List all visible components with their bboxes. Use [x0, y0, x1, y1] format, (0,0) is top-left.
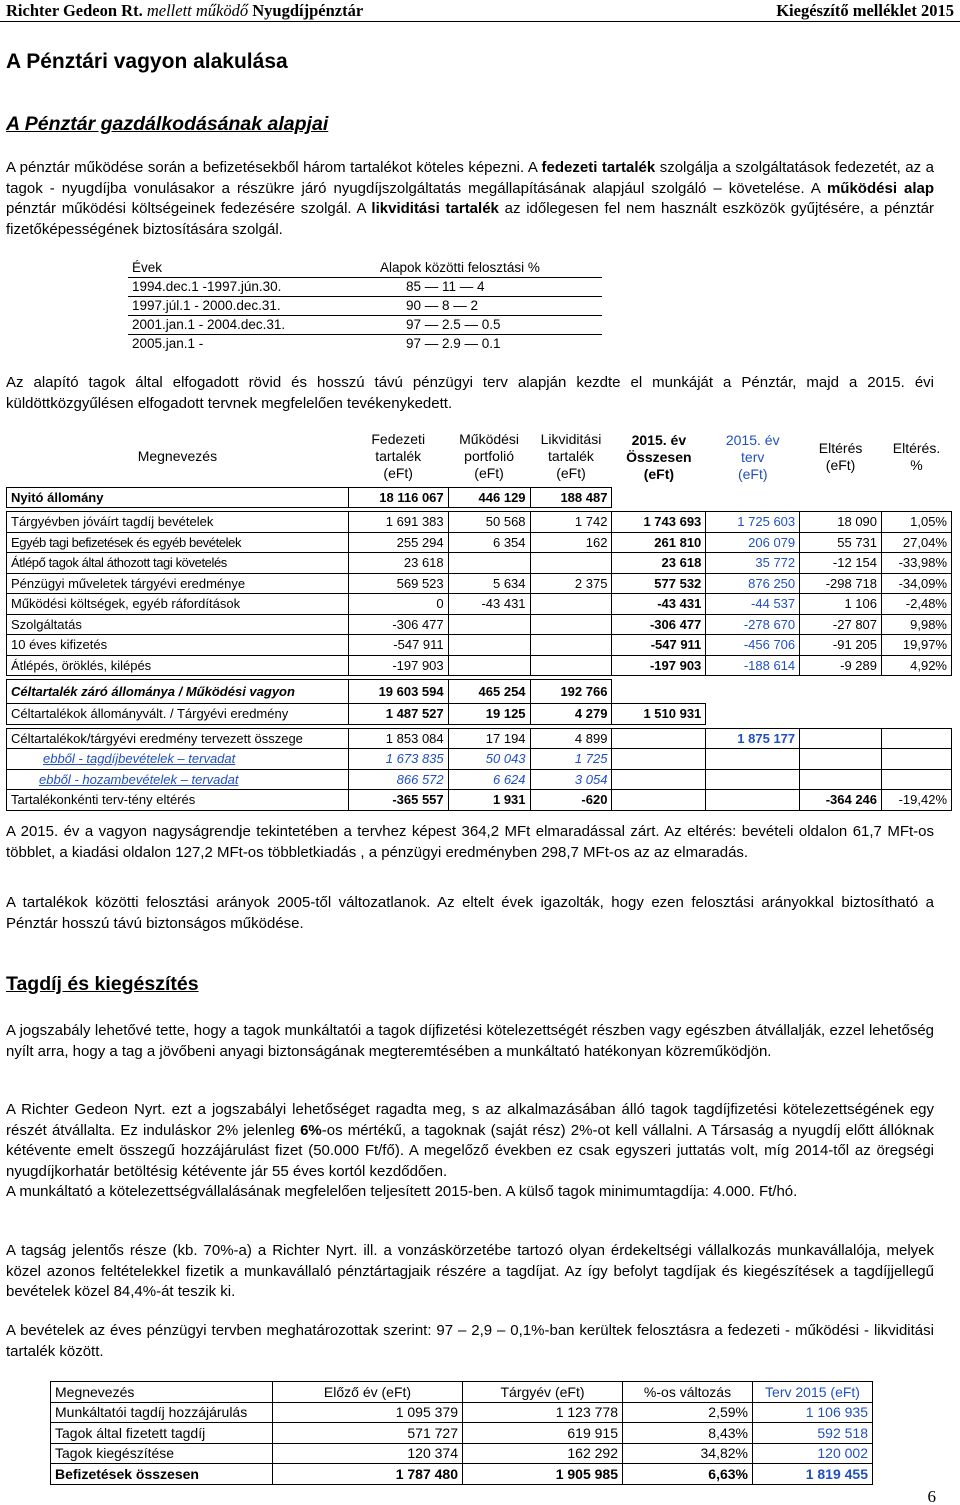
table-row — [51, 1402, 873, 1423]
allocation-years: 1994.dec.1 -1997.jún.30. — [128, 277, 376, 296]
row-label: ebből - tagdíjbevételek – tervadat — [7, 749, 349, 770]
cell-elteres-pct: 1,05% — [882, 512, 952, 533]
cell-fedezeti: -306 477 — [348, 614, 448, 635]
allocation-split: 97 — 2.9 — 0.1 — [406, 336, 501, 352]
cell-likviditasi: 2 375 — [530, 573, 612, 594]
empty-cell — [800, 749, 882, 770]
cell-terv: 876 250 — [706, 573, 800, 594]
cell-osszesen: -197 903 — [612, 655, 706, 676]
cell-mukodesi: 465 254 — [448, 680, 530, 704]
cell-fedezeti: 866 572 — [348, 769, 448, 790]
cell-likviditasi: 4 899 — [530, 728, 612, 749]
row-label: Átlépő tagok által áthozott tagi követelés — [7, 553, 349, 574]
revenue-header-row — [51, 1382, 873, 1403]
cell-likviditasi — [530, 553, 612, 574]
cell-fedezeti: 255 294 — [348, 532, 448, 553]
rev-cell-name: Tagok kiegészítése — [51, 1443, 273, 1464]
empty-cell — [882, 769, 952, 790]
change-row — [7, 704, 952, 725]
cell-likviditasi: 1 725 — [530, 749, 612, 770]
cell-terv: 35 772 — [706, 553, 800, 574]
opening-row — [7, 487, 952, 508]
cell-terv: 1 725 603 — [706, 512, 800, 533]
empty-cell — [706, 769, 800, 790]
cell-elteres-pct: -34,09% — [882, 573, 952, 594]
cell-likviditasi: 4 279 — [530, 704, 612, 725]
cell-terv: -278 670 — [706, 614, 800, 635]
rev-cell-prev: 1 095 379 — [273, 1402, 463, 1423]
rev-cell-cur: 1 123 778 — [463, 1402, 623, 1423]
empty-cell — [612, 487, 706, 508]
richter-paragraph: A Richter Gedeon Nyrt. ezt a jogszabályi lehetőséget ragadta meg, s az alkalmazásában álló tagok tagdíjfizetési kötelezettségének egy részét átvállalta. Ez induláskor 2% jelenleg 6%-os mértékű, a tagoknak (saját rész) 2%-ot kell vállalni. A Társaság a nyugdíj előtt állóknak kétévente emelt összegű hozzájárulást fizet (50.000 Ft/fő). A megelőző években ez csak egyszeri juttatás volt, míg 2014-től az öregségi nyugdíjkorhatár betöltésig kétévente jár 55 éves kortól kezdődően. A munkáltató a kötelezettségvállalásának megfelelően teljesített 2015-ben. A külső tagok minimumtagdíja: 4.000. Ft/hó. — [6, 1101, 934, 1200]
cell-fedezeti: -365 557 — [348, 790, 448, 811]
cell-fedezeti: 19 603 594 — [348, 680, 448, 704]
cell-likviditasi: 3 054 — [530, 769, 612, 790]
cell-terv: -188 614 — [706, 655, 800, 676]
cell-mukodesi: 6 624 — [448, 769, 530, 790]
empty-cell — [612, 749, 706, 770]
cell-elteres: 55 731 — [800, 532, 882, 553]
header-likviditasi: Likviditási tartalék (eFt) — [540, 431, 602, 482]
table-row — [7, 655, 952, 676]
allocation-split: 97 — 2.5 — 0.5 — [376, 315, 602, 334]
rev-header-cur: Tárgyév (eFt) — [463, 1382, 623, 1403]
page-header — [0, 0, 960, 22]
rev-cell-plan: 592 518 — [753, 1423, 873, 1444]
empty-cell — [706, 487, 800, 508]
cell-elteres-pct: -2,48% — [882, 594, 952, 615]
allocation-table — [128, 258, 602, 353]
plan-sub-row-fees — [7, 749, 952, 770]
allocation-paragraph: A tartalékok közötti felosztási arányok 2005-től változatlanok. Az eltelt évek igazolták, hogy ezen felosztási arányokkal biztosítható a Pénztár hosszú távú biztonságos működése. — [6, 894, 934, 932]
allocation-header-row — [128, 258, 602, 277]
allocation-header-split: Alapok közötti felosztási % — [376, 258, 602, 277]
cell-fedezeti: -197 903 — [348, 655, 448, 676]
cell-likviditasi — [530, 594, 612, 615]
row-label: 10 éves kifizetés — [7, 635, 349, 656]
rev-cell-plan: 120 002 — [753, 1443, 873, 1464]
cell-likviditasi: 1 742 — [530, 512, 612, 533]
empty-cell — [800, 704, 882, 725]
cell-mukodesi: 50 043 — [448, 749, 530, 770]
empty-cell — [882, 704, 952, 725]
cell-fedezeti: 1 673 835 — [348, 749, 448, 770]
cell-fedezeti: 1 691 383 — [348, 512, 448, 533]
cell-mukodesi — [448, 614, 530, 635]
row-label: Céltartalékok állományvált. / Tárgyévi eredmény — [7, 704, 349, 725]
cell-fedezeti: 1 853 084 — [348, 728, 448, 749]
cell-likviditasi — [530, 655, 612, 676]
cell-elteres: 1 106 — [800, 594, 882, 615]
rev-cell-name: Befizetések összesen — [51, 1464, 273, 1485]
cell-elteres-pct: -33,98% — [882, 553, 952, 574]
rev-header-plan: Terv 2015 (eFt) — [753, 1382, 873, 1403]
empty-cell — [800, 680, 882, 704]
row-label: Tartalékonkénti terv-tény eltérés — [7, 790, 349, 811]
cell-elteres: -9 289 — [800, 655, 882, 676]
cell-terv: 206 079 — [706, 532, 800, 553]
cell-osszesen: -43 431 — [612, 594, 706, 615]
rev-cell-prev: 1 787 480 — [273, 1464, 463, 1485]
cell-fedezeti: 0 — [348, 594, 448, 615]
cell-likviditasi: -620 — [530, 790, 612, 811]
row-label: ebből - hozambevételek – tervadat — [7, 769, 349, 790]
page-number: 6 — [927, 1487, 936, 1505]
cell-mukodesi — [448, 635, 530, 656]
cell-elteres: -91 205 — [800, 635, 882, 656]
empty-cell — [800, 487, 882, 508]
cell-terv: -456 706 — [706, 635, 800, 656]
allocation-row — [128, 315, 602, 334]
empty-cell — [882, 728, 952, 749]
row-label: Egyéb tagi befizetések és egyéb bevételek — [7, 532, 349, 553]
rev-header-prev: Előző év (eFt) — [273, 1382, 463, 1403]
cell-fedezeti: -547 911 — [348, 635, 448, 656]
row-label: Nyitó állomány — [7, 487, 349, 508]
table-row — [7, 573, 952, 594]
empty-cell — [800, 728, 882, 749]
row-label: Céltartalékok/tárgyévi eredmény tervezett összege — [7, 728, 349, 749]
empty-cell — [612, 728, 706, 749]
rev-header-pct: %-os változás — [623, 1382, 753, 1403]
cell-mukodesi: -43 431 — [448, 594, 530, 615]
row-label: Szolgáltatás — [7, 614, 349, 635]
empty-cell — [882, 487, 952, 508]
page-title: A Pénztári vagyon alakulása — [6, 50, 288, 73]
closing-row — [7, 680, 952, 704]
rev-cell-pct: 6,63% — [623, 1464, 753, 1485]
cell-elteres: 18 090 — [800, 512, 882, 533]
header-elteres-pct: Eltérés. % — [892, 440, 941, 473]
diff-row — [7, 790, 952, 811]
empty-cell — [706, 704, 800, 725]
cell-terv: 1 875 177 — [706, 728, 800, 749]
rev-cell-plan: 1 106 935 — [753, 1402, 873, 1423]
cell-elteres-pct: 19,97% — [882, 635, 952, 656]
plan-sub-row-yield — [7, 769, 952, 790]
empty-cell — [706, 749, 800, 770]
cell-elteres: -12 154 — [800, 553, 882, 574]
cell-likviditasi: 192 766 — [530, 680, 612, 704]
cell-elteres: -298 718 — [800, 573, 882, 594]
rev-cell-pct: 34,82% — [623, 1443, 753, 1464]
cell-terv: -44 537 — [706, 594, 800, 615]
result-paragraph: A 2015. év a vagyon nagyságrendje tekintetében a tervhez képest 364,2 MFt elmaradással zárt. Az eltérés: bevételi oldalon 61,7 MFt-os többlet, a kiadási oldalon 127,2 MFt-os többletkiadás , a pénzügyi eredményben 298,7 MFt-os az az elmaradás. — [6, 823, 934, 861]
empty-cell — [882, 749, 952, 770]
cell-elteres: -27 807 — [800, 614, 882, 635]
cell-fedezeti: 18 116 067 — [348, 487, 448, 508]
rev-cell-name: Tagok által fizetett tagdíj — [51, 1423, 273, 1444]
cell-elteres-pct: 27,04% — [882, 532, 952, 553]
table-row — [7, 532, 952, 553]
row-label: Működési költségek, egyéb ráfordítások — [7, 594, 349, 615]
cell-likviditasi — [530, 635, 612, 656]
header-fund-name: Richter Gedeon Rt. mellett működő Nyugdíjpénztár — [6, 1, 364, 20]
cell-osszesen: 1 743 693 — [612, 512, 706, 533]
rev-cell-pct: 2,59% — [623, 1402, 753, 1423]
section-heading-basics: A Pénztár gazdálkodásának alapjai — [6, 113, 329, 135]
rev-cell-name: Munkáltatói tagdíj hozzájárulás — [51, 1402, 273, 1423]
empty-cell — [800, 769, 882, 790]
cell-likviditasi — [530, 614, 612, 635]
table-row — [7, 512, 952, 533]
revenue-rows — [51, 1402, 873, 1484]
cell-mukodesi: 19 125 — [448, 704, 530, 725]
rev-cell-cur: 162 292 — [463, 1443, 623, 1464]
row-label: Tárgyévben jóváírt tagdíj bevételek — [7, 512, 349, 533]
cell-likviditasi: 188 487 — [530, 487, 612, 508]
empty-cell — [612, 680, 706, 704]
cell-osszesen: 23 618 — [612, 553, 706, 574]
header-name: Megnevezés — [137, 448, 218, 465]
empty-cell — [706, 790, 800, 811]
table-row — [51, 1443, 873, 1464]
rev-cell-cur: 619 915 — [463, 1423, 623, 1444]
header-mukodesi: Működési portfolió (eFt) — [459, 431, 520, 482]
header-osszesen: 2015. év Összesen (eFt) — [626, 431, 692, 482]
cell-mukodesi: 1 931 — [448, 790, 530, 811]
header-elteres: Eltérés (eFt) — [818, 440, 863, 473]
allocation-row — [128, 334, 602, 353]
empty-cell — [612, 790, 706, 811]
table-row — [7, 614, 952, 635]
rev-cell-plan: 1 819 455 — [753, 1464, 873, 1485]
empty-cell — [612, 769, 706, 790]
cell-osszesen: -547 911 — [612, 635, 706, 656]
header-fedezeti: Fedezeti tartalék (eFt) — [371, 431, 426, 482]
membership-paragraph: A tagság jelentős része (kb. 70%-a) a Richter Nyrt. ill. a vonzáskörzetébe tartozó olyan érdekeltségi vállalkozás munkavállalója, melyek közel azonos feltételekkel fizetik a munkavállaló pénztártagjaik részére a tagdíjat. Az így befolyt tagdíjak és kiegészítések a tagdíjjellegű bevételek közel 84,4%-át teszik ki. — [6, 1242, 934, 1300]
allocation-row — [128, 277, 602, 296]
table-row — [51, 1423, 873, 1444]
rev-cell-cur: 1 905 985 — [463, 1464, 623, 1485]
empty-cell — [882, 680, 952, 704]
reserves-header-row — [7, 427, 952, 487]
cell-osszesen: 261 810 — [612, 532, 706, 553]
row-label: Céltartalék záró állománya / Működési vagyon — [7, 680, 349, 704]
cell-fedezeti: 23 618 — [348, 553, 448, 574]
allocation-years: 2001.jan.1 - 2004.dec.31. — [128, 315, 376, 334]
table-row — [7, 553, 952, 574]
cell-osszesen: -306 477 — [612, 614, 706, 635]
cell-mukodesi: 17 194 — [448, 728, 530, 749]
row-label: Átlépés, öröklés, kilépés — [7, 655, 349, 676]
cell-mukodesi — [448, 655, 530, 676]
allocation-years: 2005.jan.1 - — [132, 336, 204, 352]
cell-elteres: -364 246 — [800, 790, 882, 811]
table-row — [7, 635, 952, 656]
revenue-split-paragraph: A bevételek az éves pénzügyi tervben meghatározottak szerint: 97 – 2,9 – 0,1%-ban kerültek felosztásra a fedezeti - működési - likviditási tartalék között. — [6, 1322, 934, 1360]
section-heading-fees: Tagdíj és kiegészítés — [6, 973, 199, 995]
rev-cell-prev: 571 727 — [273, 1423, 463, 1444]
cell-mukodesi: 6 354 — [448, 532, 530, 553]
table-row — [7, 594, 952, 615]
cell-elteres-pct: 4,92% — [882, 655, 952, 676]
cell-mukodesi — [448, 553, 530, 574]
cell-fedezeti: 569 523 — [348, 573, 448, 594]
revenue-table — [50, 1381, 873, 1485]
cell-elteres-pct: -19,42% — [882, 790, 952, 811]
cell-likviditasi: 162 — [530, 532, 612, 553]
allocation-years: 1997.júl.1 - 2000.dec.31. — [128, 296, 376, 315]
allocation-row — [128, 296, 602, 315]
plan-paragraph: Az alapító tagok által elfogadott rövid és hosszú távú pénzügyi terv alapján kezdte el munkáját a Pénztár, majd a 2015. évi küldöttközgyűlésen elfogadott tervnek megfelelően tevékenykedett. — [6, 374, 934, 412]
rev-header-name: Megnevezés — [51, 1382, 273, 1403]
cell-mukodesi: 5 634 — [448, 573, 530, 594]
header-terv: 2015. év terv (eFt) — [725, 431, 780, 482]
allocation-header-years: Évek — [128, 258, 376, 277]
employer-paragraph: A jogszabály lehetővé tette, hogy a tagok munkáltatói a tagok díjfizetési kötelezettségét részben vagy egészben átvállalják, ezzel lehetőség nyílt arra, hogy a tag a jövőbeni anyagi biztonságának megteremtésében a munkáltató hatékonyan közreműködjön. — [6, 1022, 934, 1060]
allocation-split: 90 — 8 — 2 — [376, 296, 602, 315]
row-label: Pénzügyi műveletek tárgyévi eredménye — [7, 573, 349, 594]
cell-mukodesi: 446 129 — [448, 487, 530, 508]
cell-osszesen: 1 510 931 — [612, 704, 706, 725]
cell-elteres-pct: 9,98% — [882, 614, 952, 635]
cell-osszesen: 577 532 — [612, 573, 706, 594]
plan-row — [7, 728, 952, 749]
cell-mukodesi: 50 568 — [448, 512, 530, 533]
table-row — [51, 1464, 873, 1485]
header-document-title: Kiegészítő melléklet 2015 — [776, 1, 954, 20]
movement-rows — [7, 512, 952, 676]
intro-paragraph: A pénztár működése során a befizetésekből három tartalékot köteles képezni. A fedezeti tartalék szolgálja a szolgáltatások fedezetét, az a tagok - nyugdíjba vonulásakor a részükre járó nyugdíjszolgáltatás megállapításának alapjául szolgáló – követelése. A működési alap pénztár működési költségeinek fedezésére szolgál. A likviditási tartalék az időlegesen fel nem használt eszközök gyűjtésére, a pénztár fizetőképességének biztosítására szolgál. — [6, 159, 935, 238]
allocation-split: 85 — 11 — 4 — [376, 277, 602, 296]
rev-cell-pct: 8,43% — [623, 1423, 753, 1444]
empty-cell — [706, 680, 800, 704]
rev-cell-prev: 120 374 — [273, 1443, 463, 1464]
reserves-table — [6, 427, 952, 811]
cell-fedezeti: 1 487 527 — [348, 704, 448, 725]
